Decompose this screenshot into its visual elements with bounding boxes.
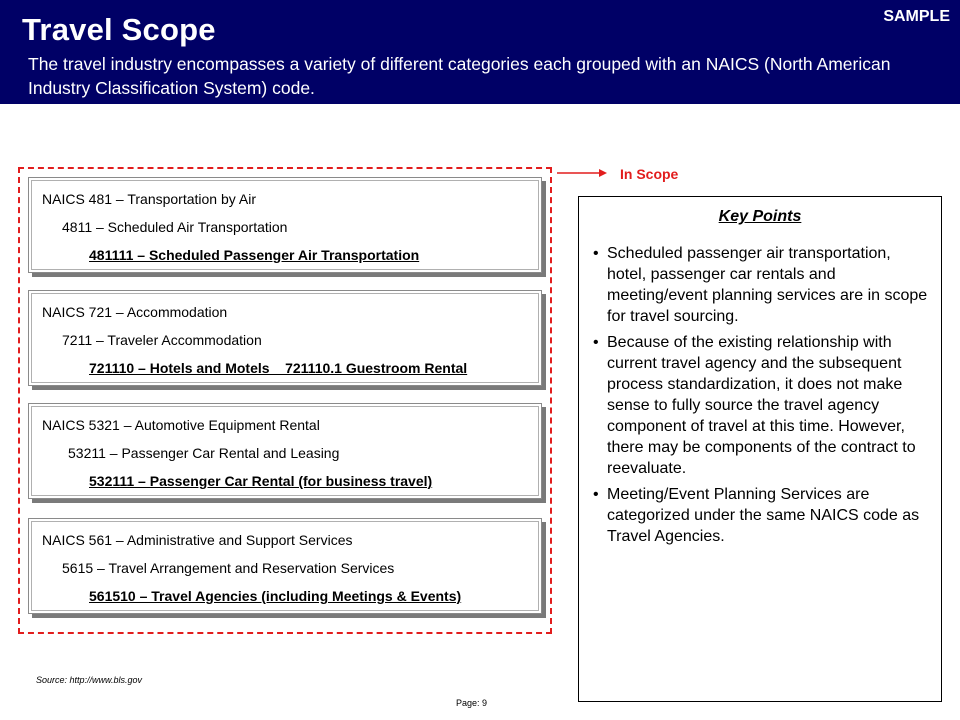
key-point-item: • Because of the existing relationship with current travel agency and the subsequent process standardization, it does not make sense to fully source the travel agency component of travel at this time. However, there may be components of the contract to reevaluate. <box>593 332 933 479</box>
page-subtitle: The travel industry encompasses a variety of different categories each grouped with an NAICS (North American Industry Classification System) code. <box>28 54 891 98</box>
naics-level2: 53211 – Passenger Car Rental and Leasing <box>68 445 340 461</box>
sample-badge: SAMPLE <box>883 8 950 25</box>
naics-level3: 561510 – Travel Agencies (including Meetings & Events) <box>89 588 462 604</box>
naics-level1: NAICS 721 – Accommodation <box>42 304 228 320</box>
arrow-right-icon <box>557 167 607 179</box>
naics-box-support-services <box>28 518 542 614</box>
naics-box-accommodation <box>28 290 542 386</box>
naics-level1: NAICS 5321 – Automotive Equipment Rental <box>42 417 320 433</box>
key-point-item: • Scheduled passenger air transportation, hotel, passenger car rentals and meeting/event planning services are in scope for travel sourcing. <box>593 243 933 327</box>
naics-level3: 721110 – Hotels and Motels 721110.1 Guestroom Rental <box>89 360 468 376</box>
naics-level1: NAICS 481 – Transportation by Air <box>42 191 256 207</box>
in-scope-label: In Scope <box>620 166 679 182</box>
key-point-item: • Meeting/Event Planning Services are categorized under the same NAICS code as Travel Agencies. <box>593 484 933 547</box>
source-note: Source: http://www.bls.gov <box>36 675 143 685</box>
naics-level2: 7211 – Traveler Accommodation <box>62 332 262 348</box>
key-points-list <box>593 243 933 552</box>
naics-level3: 532111 – Passenger Car Rental (for business travel) <box>89 473 433 489</box>
page-number: Page: 9 <box>456 698 488 708</box>
naics-box-air <box>28 177 542 273</box>
naics-level2: 5615 – Travel Arrangement and Reservation Services <box>62 560 395 576</box>
naics-level3: 481111 – Scheduled Passenger Air Transportation <box>89 247 420 263</box>
page-title: Travel Scope <box>22 12 216 47</box>
naics-level2: 4811 – Scheduled Air Transportation <box>62 219 288 235</box>
header-bar <box>0 0 960 104</box>
key-points-panel <box>578 196 942 702</box>
key-points-title: Key Points <box>718 208 802 225</box>
naics-level1: NAICS 561 – Administrative and Support Services <box>42 532 353 548</box>
naics-box-car-rental <box>28 403 542 499</box>
